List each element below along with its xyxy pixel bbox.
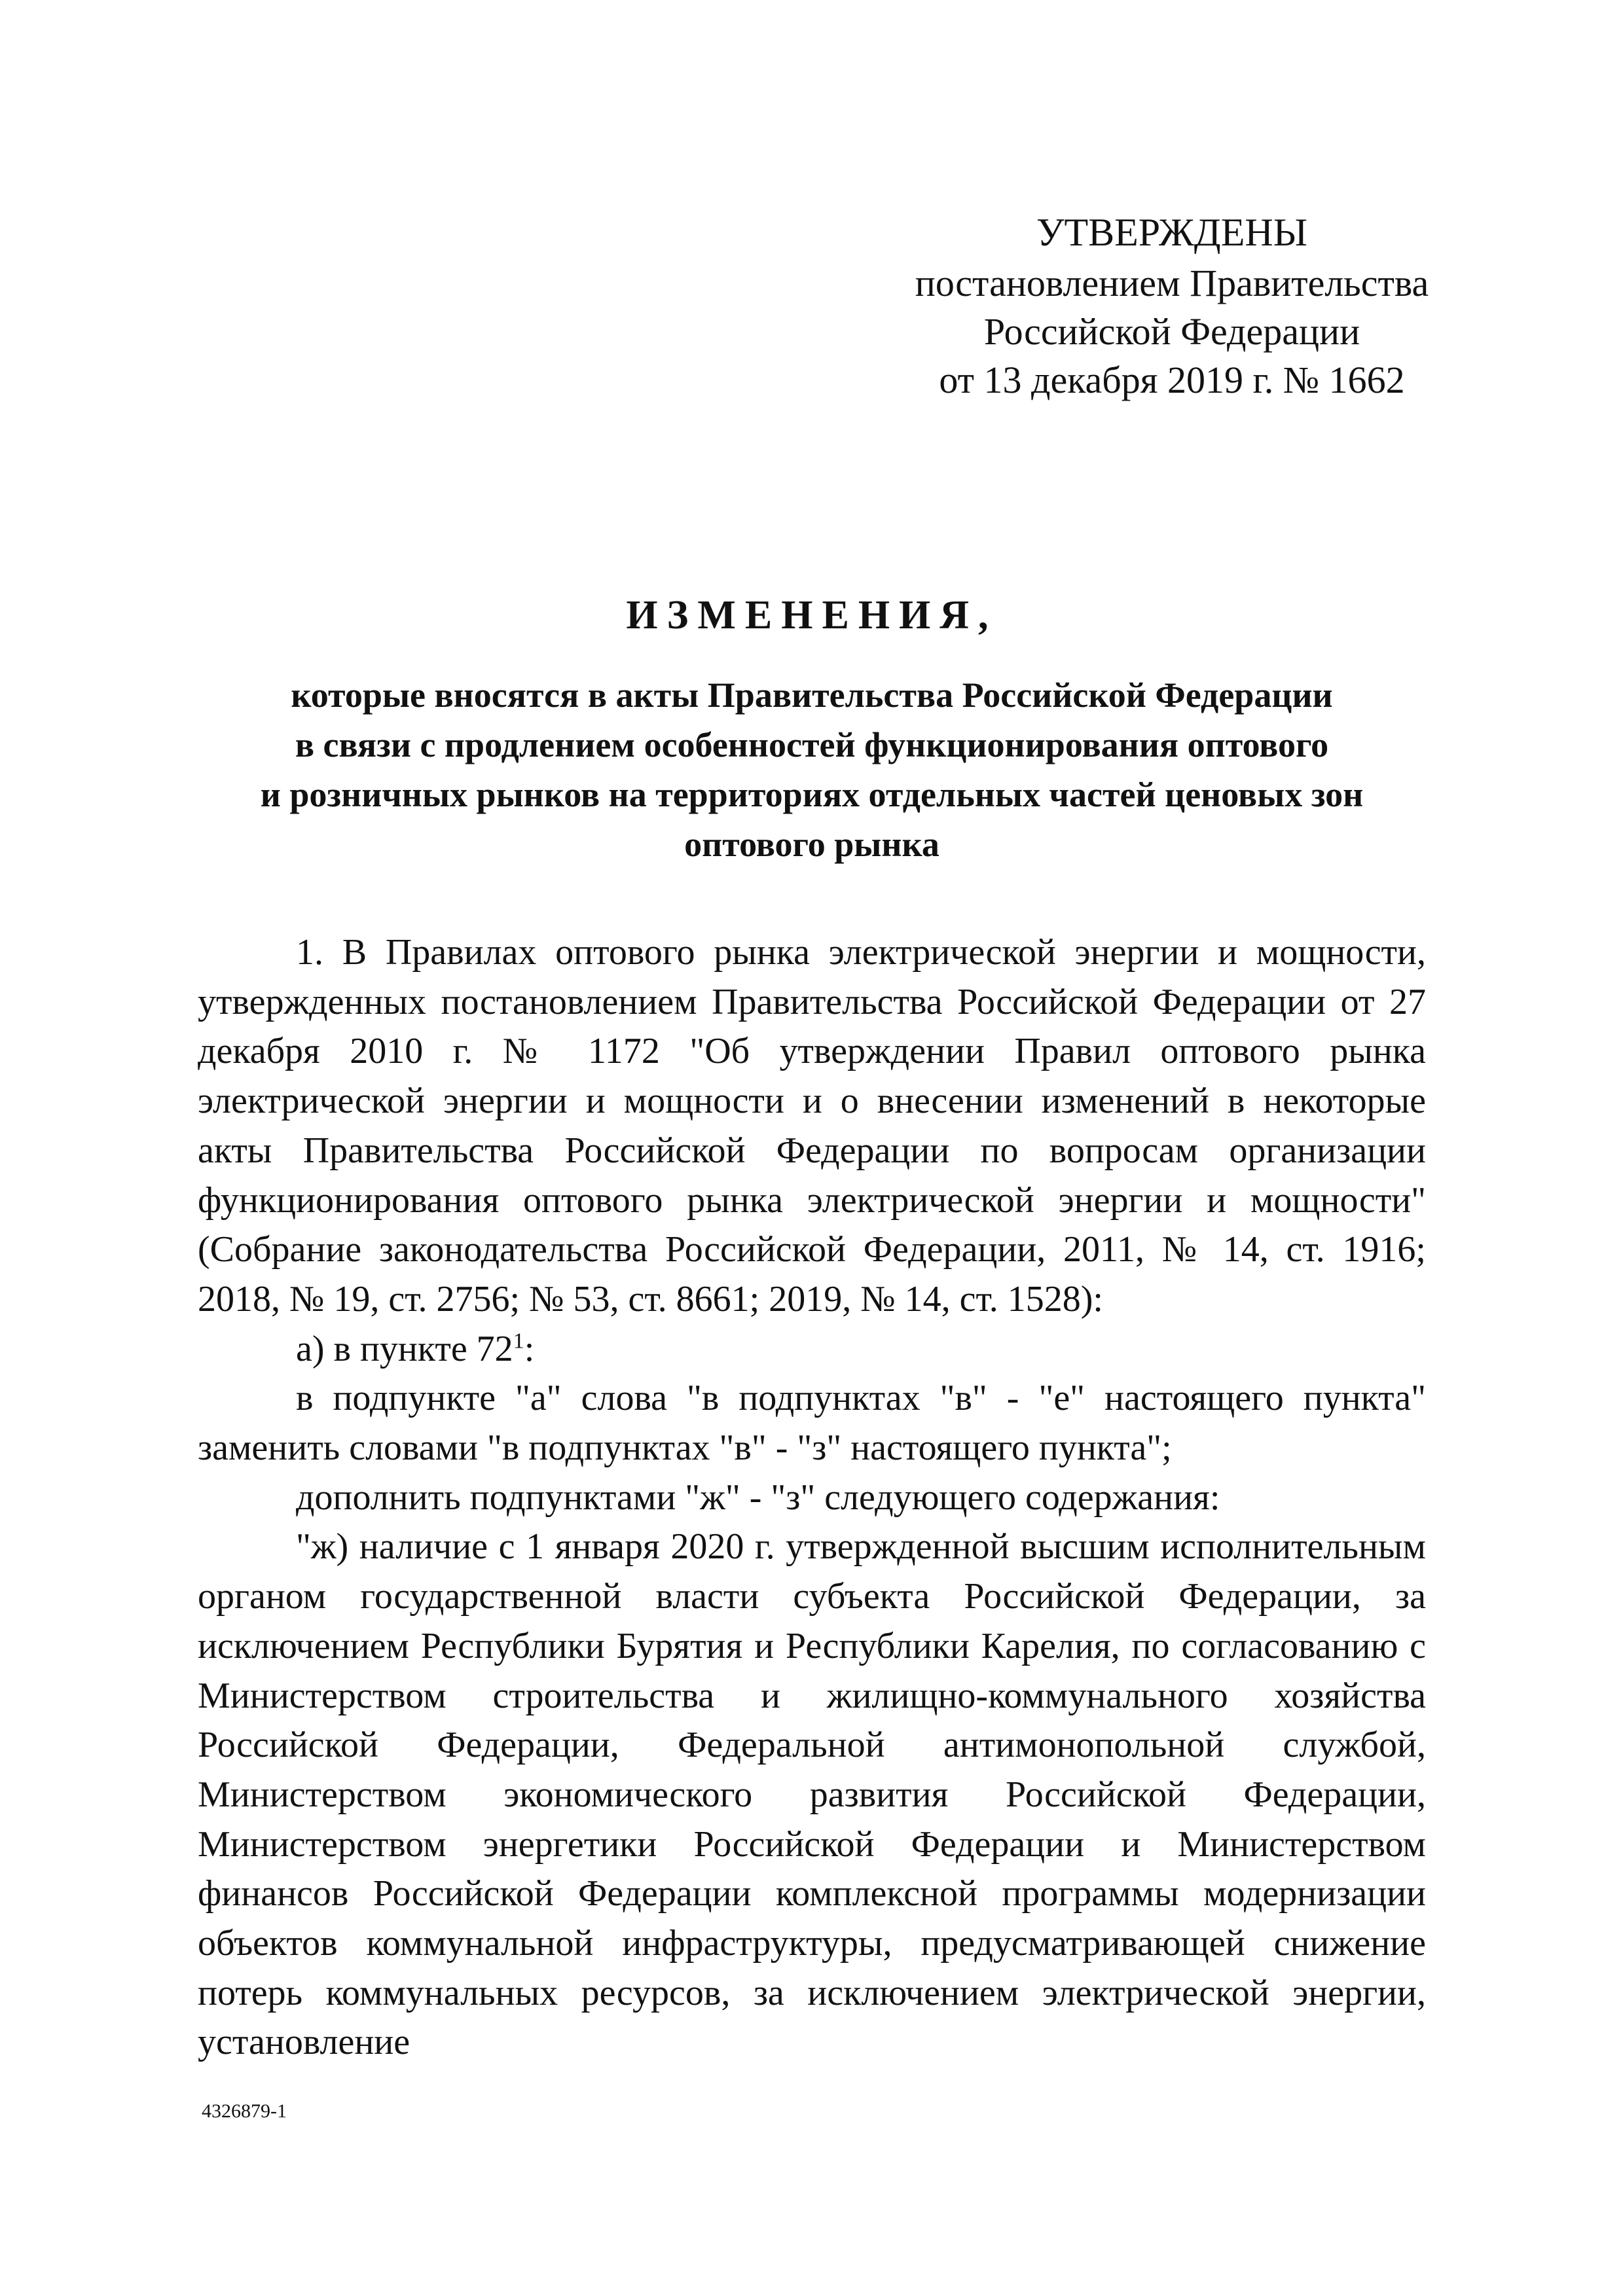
approval-heading: УТВЕРЖДЕНЫ <box>1036 211 1308 254</box>
subtitle-line-2: в связи с продлением особенностей функционирования оптового <box>295 725 1329 764</box>
approval-line-2: Российской Федерации <box>983 310 1360 353</box>
document-title <box>196 589 1427 869</box>
paragraph-3: в подпункте "а" слова "в подпунктах "в" - "е" настоящего пункта" заменить словами "в подпунктах "в" - "з" настоящего пункта"; <box>198 1378 1426 1469</box>
approval-block <box>877 208 1467 404</box>
subtitle-line-4: оптового рынка <box>684 825 939 864</box>
title-heading: ИЗМЕНЕНИЯ, <box>626 593 998 637</box>
approval-line-3: от 13 декабря 2019 г. № 1662 <box>939 359 1405 401</box>
approval-line-1: постановлением Правительства <box>915 262 1429 304</box>
paragraph-2-end: : <box>524 1328 535 1369</box>
paragraph-2-text: а) в пункте 72 <box>296 1328 513 1369</box>
paragraph-1: 1. В Правилах оптового рынка электрической энергии и мощности, утвержденных постановлением Правительства Российской Федерации от 27 декабря 2010 г. № 1172 "Об утверждении Правил оптового рынка электрической энергии и мощности и о внесении изменений в некоторые акты Правительства Российской Федерации по вопросам организации функционирования оптового рынка электрической энергии и мощности" (Собрание законодательства Российской Федерации, 2011, № 14, ст. 1916; 2018, № 19, ст. 2756; № 53, ст. 8661; 2019, № 14, ст. 1528): <box>198 932 1426 1319</box>
paragraph-2-superscript: 1 <box>513 1328 524 1353</box>
paragraph-2 <box>198 1325 1426 1374</box>
subtitle-line-1: которые вносятся в акты Правительства Российской Федерации <box>291 675 1333 715</box>
document-body <box>198 928 1426 2068</box>
paragraph-5: "ж) наличие с 1 января 2020 г. утвержденной высшим исполнительным органом государственной власти субъекта Российской Федерации, за исключением Республики Бурятия и Республики Карелия, по согласованию с Министерством строительства и жилищно-коммунального хозяйства Российской Федерации, Федеральной антимонопольной службой, Министерством экономического развития Российской Федерации, Министерством энергетики Российской Федерации и Министерством финансов Российской Федерации комплексной программы модернизации объектов коммунальной инфраструктуры, предусматривающей снижение потерь коммунальных ресурсов, за исключением электрической энергии, установление <box>198 1526 1426 2063</box>
document-number: 4326879-1 <box>202 2100 287 2122</box>
subtitle-line-3: и розничных рынков на территориях отдельных частей ценовых зон <box>260 775 1364 814</box>
title-subtitle <box>196 670 1427 869</box>
paragraph-4: дополнить подпунктами "ж" - "з" следующего содержания: <box>296 1477 1220 1518</box>
